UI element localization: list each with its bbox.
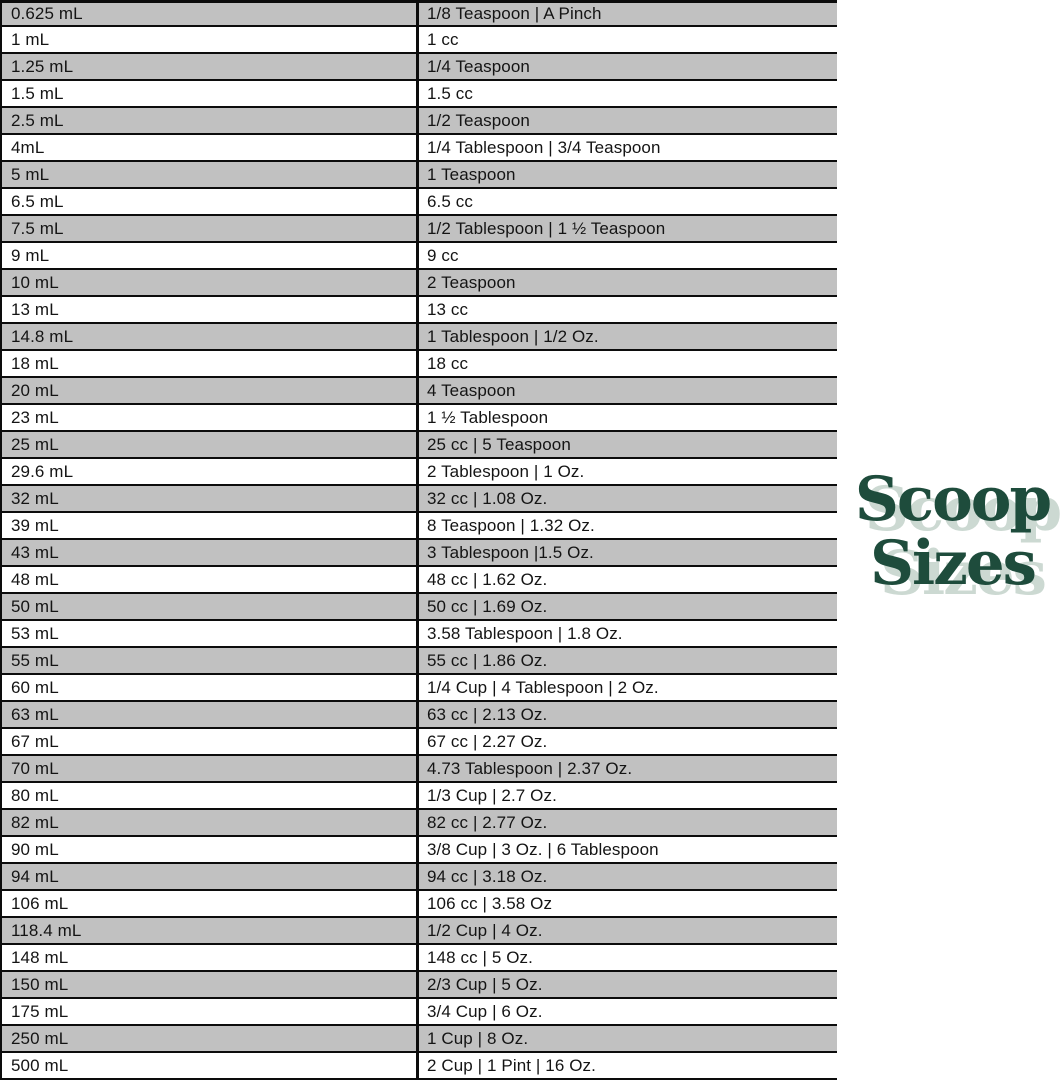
table-row (2, 756, 837, 783)
table-row (2, 999, 837, 1026)
scoop-sizes-logo (842, 464, 1063, 599)
table-row (2, 297, 837, 324)
equivalent-cell: 63 cc | 2.13 Oz. (427, 704, 548, 724)
equivalent-cell: 2 Teaspoon (427, 272, 516, 292)
equivalent-cell: 2 Cup | 1 Pint | 16 Oz. (427, 1055, 596, 1075)
ml-cell: 150 mL (2, 972, 419, 997)
equivalent-cell: 82 cc | 2.77 Oz. (427, 812, 548, 832)
ml-cell: 14.8 mL (2, 324, 419, 349)
table-row (2, 783, 837, 810)
ml-cell: 55 mL (2, 648, 419, 673)
ml-cell: 10 mL (2, 270, 419, 295)
ml-cell: 18 mL (2, 351, 419, 376)
equivalent-cell: 1/8 Teaspoon | A Pinch (427, 4, 602, 23)
ml-cell: 250 mL (2, 1026, 419, 1051)
table-row (2, 945, 837, 972)
equivalent-cell: 3.58 Tablespoon | 1.8 Oz. (427, 623, 623, 643)
equivalent-cell: 1 Teaspoon (427, 164, 516, 184)
equivalent-cell: 1/4 Teaspoon (427, 56, 530, 76)
ml-cell: 5 mL (2, 162, 419, 187)
equivalent-cell: 9 cc (427, 245, 459, 265)
table-row (2, 540, 837, 567)
equivalent-cell: 1/4 Tablespoon | 3/4 Teaspoon (427, 137, 661, 157)
equivalent-cell: 4.73 Tablespoon | 2.37 Oz. (427, 758, 633, 778)
ml-cell: 32 mL (2, 486, 419, 511)
table-row (2, 702, 837, 729)
table-row (2, 189, 837, 216)
logo-line-2: Sizes (869, 528, 1036, 599)
ml-cell: 1 mL (2, 27, 419, 52)
equivalent-cell: 1/3 Cup | 2.7 Oz. (427, 785, 557, 805)
table-row (2, 864, 837, 891)
ml-cell: 9 mL (2, 243, 419, 268)
ml-cell: 148 mL (2, 945, 419, 970)
table-row (2, 648, 837, 675)
ml-cell: 500 mL (2, 1053, 419, 1078)
equivalent-cell: 2/3 Cup | 5 Oz. (427, 974, 543, 994)
table-row (2, 405, 837, 432)
table-row (2, 243, 837, 270)
table-row (2, 54, 837, 81)
table-row (2, 918, 837, 945)
logo-line-1: Scoop (854, 464, 1051, 535)
equivalent-cell: 94 cc | 3.18 Oz. (427, 866, 548, 886)
table-row (2, 81, 837, 108)
ml-cell: 13 mL (2, 297, 419, 322)
equivalent-cell: 1.5 cc (427, 83, 473, 103)
table-row (2, 135, 837, 162)
ml-cell: 90 mL (2, 837, 419, 862)
equivalent-cell: 1 ½ Tablespoon (427, 407, 549, 427)
table-row (2, 1053, 837, 1080)
table-row (2, 486, 837, 513)
equivalent-cell: 1/2 Cup | 4 Oz. (427, 920, 543, 940)
ml-cell: 118.4 mL (2, 918, 419, 943)
equivalent-cell: 13 cc (427, 299, 469, 319)
ml-cell: 4mL (2, 135, 419, 160)
equivalent-cell: 18 cc (427, 353, 469, 373)
equivalent-cell: 148 cc | 5 Oz. (427, 947, 533, 967)
table-row (2, 27, 837, 54)
equivalent-cell: 3/8 Cup | 3 Oz. | 6 Tablespoon (427, 839, 659, 859)
equivalent-cell: 1/4 Cup | 4 Tablespoon | 2 Oz. (427, 677, 659, 697)
ml-cell: 67 mL (2, 729, 419, 754)
equivalent-cell: 1/2 Teaspoon (427, 110, 530, 130)
ml-cell: 80 mL (2, 783, 419, 808)
table-row (2, 513, 837, 540)
ml-cell: 1.5 mL (2, 81, 419, 106)
equivalent-cell: 67 cc | 2.27 Oz. (427, 731, 548, 751)
table-row (2, 378, 837, 405)
table-row (2, 162, 837, 189)
equivalent-cell: 6.5 cc (427, 191, 473, 211)
equivalent-cell: 8 Teaspoon | 1.32 Oz. (427, 515, 595, 535)
table-row (2, 108, 837, 135)
table-row (2, 594, 837, 621)
ml-cell: 50 mL (2, 594, 419, 619)
equivalent-cell: 32 cc | 1.08 Oz. (427, 488, 548, 508)
ml-cell: 63 mL (2, 702, 419, 727)
equivalent-cell: 50 cc | 1.69 Oz. (427, 596, 548, 616)
ml-cell: 70 mL (2, 756, 419, 781)
ml-cell: 43 mL (2, 540, 419, 565)
ml-cell: 0.625 mL (2, 3, 419, 25)
ml-cell: 20 mL (2, 378, 419, 403)
table-row (2, 0, 837, 27)
table-row (2, 459, 837, 486)
ml-cell: 39 mL (2, 513, 419, 538)
table-row (2, 270, 837, 297)
table-row (2, 216, 837, 243)
table-row (2, 432, 837, 459)
ml-cell: 2.5 mL (2, 108, 419, 133)
table-row (2, 837, 837, 864)
ml-cell: 175 mL (2, 999, 419, 1024)
ml-cell: 82 mL (2, 810, 419, 835)
ml-cell: 48 mL (2, 567, 419, 592)
equivalent-cell: 4 Teaspoon (427, 380, 516, 400)
equivalent-cell: 48 cc | 1.62 Oz. (427, 569, 548, 589)
equivalent-cell: 55 cc | 1.86 Oz. (427, 650, 548, 670)
table-row (2, 810, 837, 837)
ml-cell: 60 mL (2, 675, 419, 700)
ml-cell: 7.5 mL (2, 216, 419, 241)
table-row (2, 891, 837, 918)
equivalent-cell: 3 Tablespoon |1.5 Oz. (427, 542, 594, 562)
equivalent-cell: 25 cc | 5 Teaspoon (427, 434, 571, 454)
ml-cell: 94 mL (2, 864, 419, 889)
equivalent-cell: 106 cc | 3.58 Oz (427, 893, 553, 913)
ml-cell: 53 mL (2, 621, 419, 646)
ml-cell: 1.25 mL (2, 54, 419, 79)
ml-cell: 6.5 mL (2, 189, 419, 214)
ml-cell: 29.6 mL (2, 459, 419, 484)
table-row (2, 351, 837, 378)
equivalent-cell: 3/4 Cup | 6 Oz. (427, 1001, 543, 1021)
equivalent-cell: 1 Tablespoon | 1/2 Oz. (427, 326, 599, 346)
table-row (2, 621, 837, 648)
equivalent-cell: 1 Cup | 8 Oz. (427, 1028, 529, 1048)
table-row (2, 675, 837, 702)
ml-cell: 23 mL (2, 405, 419, 430)
table-row (2, 1026, 837, 1053)
table-row (2, 567, 837, 594)
equivalent-cell: 2 Tablespoon | 1 Oz. (427, 461, 585, 481)
equivalent-cell: 1/2 Tablespoon | 1 ½ Teaspoon (427, 218, 666, 238)
ml-cell: 25 mL (2, 432, 419, 457)
table-row (2, 972, 837, 999)
equivalent-cell: 1 cc (427, 29, 459, 49)
table-row (2, 729, 837, 756)
ml-cell: 106 mL (2, 891, 419, 916)
table-row (2, 324, 837, 351)
